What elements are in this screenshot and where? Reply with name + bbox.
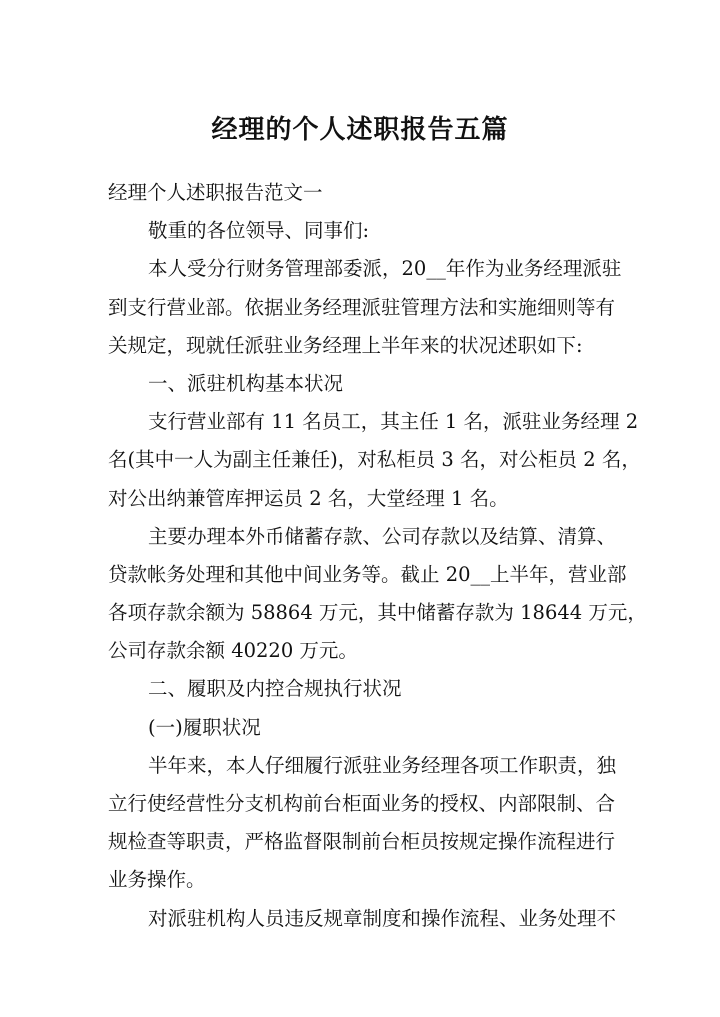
body-line: 业务操作。: [108, 868, 206, 892]
body-line: 贷款帐务处理和其他中间业务等。截止 20__上半年，营业部: [108, 562, 627, 586]
body-line: 立行使经营性分支机构前台柜面业务的授权、内部限制、合: [108, 792, 616, 815]
body-line: 主要办理本外币储蓄存款、公司存款以及结算、清算、: [148, 524, 617, 548]
body-line: 规检查等职责，严格监督限制前台柜员按规定操作流程进行: [108, 830, 616, 854]
body-line: 公司存款余额 40220 万元。: [108, 639, 358, 663]
body-line: 对公出纳兼管库押运员 2 名，大堂经理 1 名。: [108, 486, 509, 510]
body-line: 敬重的各位领导、同事们:: [148, 219, 370, 243]
body-line: 关规定，现就任派驻业务经理上半年来的状况述职如下:: [108, 333, 583, 357]
body-line: 本人受分行财务管理部委派，20__年作为业务经理派驻: [148, 257, 622, 281]
document-title: 经理的个人述职报告五篇: [211, 115, 509, 145]
body-line: 经理个人述职报告范文一: [108, 181, 323, 204]
body-line: 名(其中一人为副主任兼任)，对私柜员 3 名，对公柜员 2 名，: [108, 448, 641, 472]
body-line: 对派驻机构人员违反规章制度和操作流程、业务处理不: [148, 906, 617, 930]
body-line: 支行营业部有 11 名员工，其主任 1 名，派驻业务经理 2: [148, 410, 639, 434]
body-line: 到支行营业部。依据业务经理派驻管理方法和实施细则等有: [108, 295, 616, 319]
body-line: (一)履职状况: [148, 715, 261, 739]
body-line: 二、履职及内控合规执行状况: [148, 677, 402, 701]
body-line: 各项存款余额为 58864 万元，其中储蓄存款为 18644 万元，: [108, 601, 647, 625]
body-line: 半年来，本人仔细履行派驻业务经理各项工作职责，独: [148, 753, 617, 777]
document-body: [108, 174, 647, 938]
body-line: 一、派驻机构基本状况: [148, 371, 344, 395]
